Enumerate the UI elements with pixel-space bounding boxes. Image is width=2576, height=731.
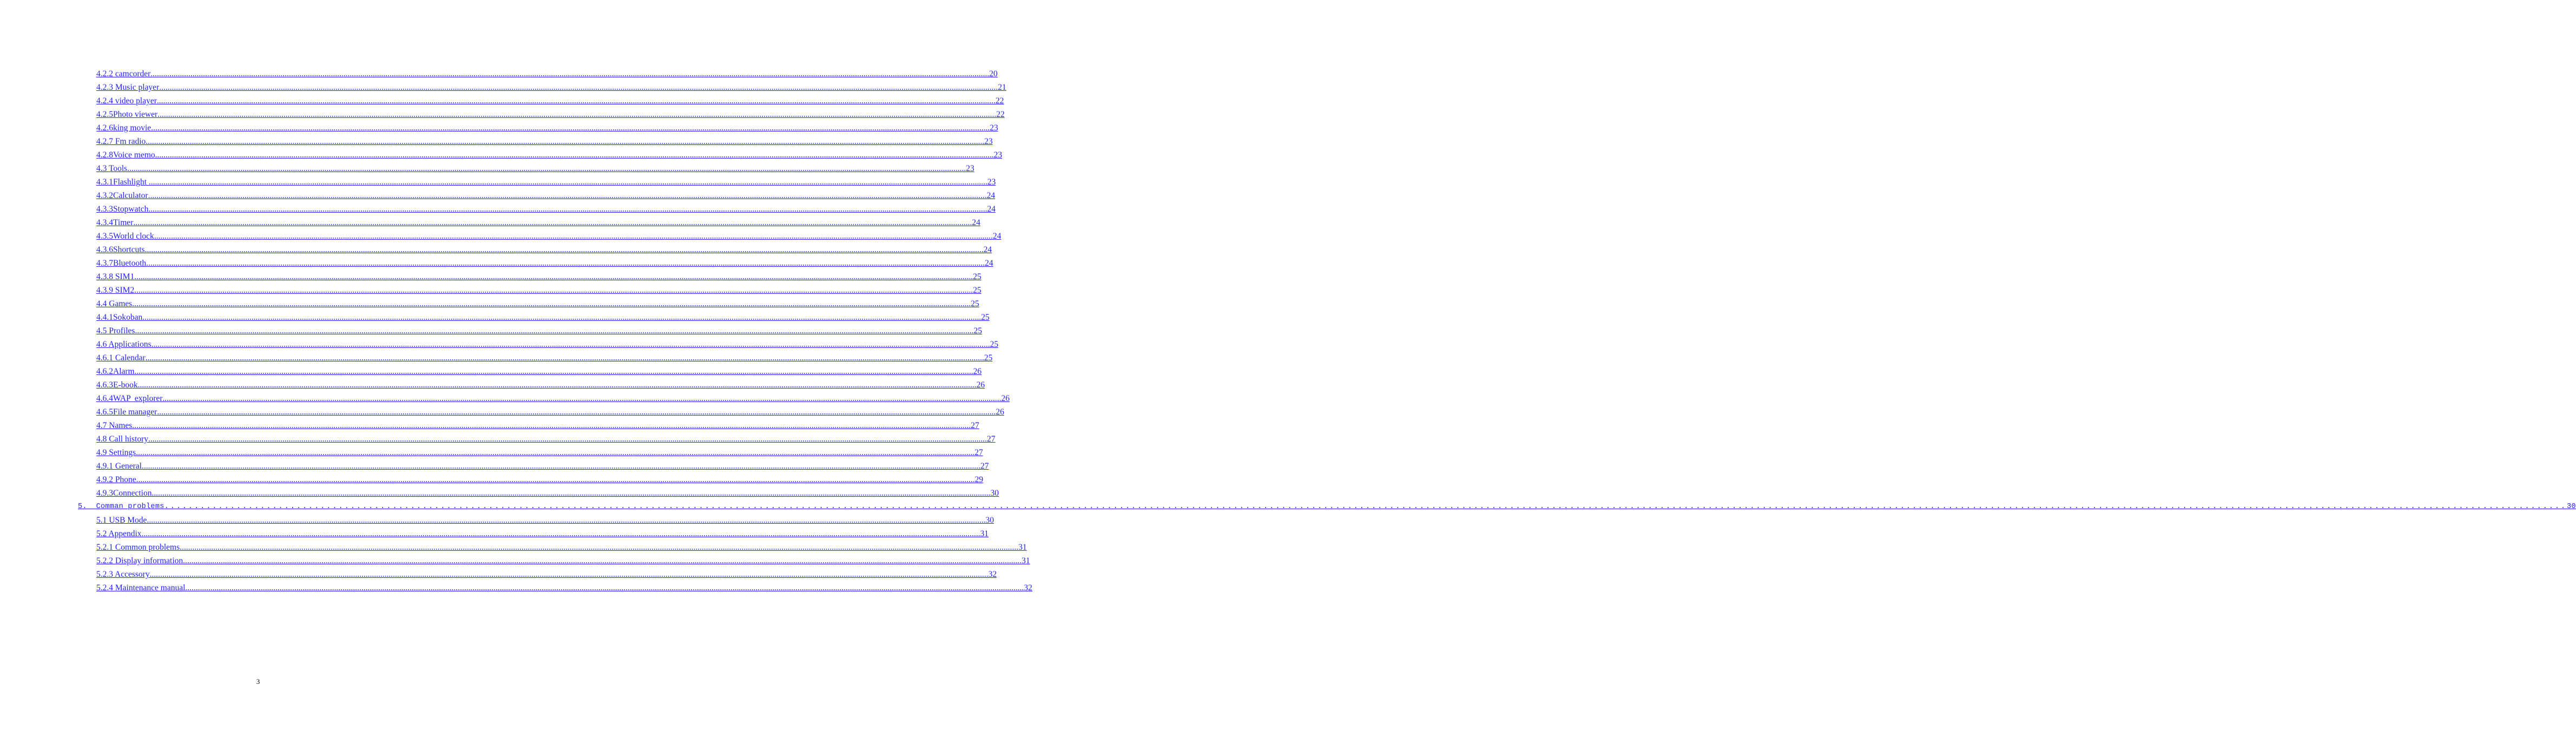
toc-entry-label: 4.6 Applications [96,340,151,349]
toc-entry-page: 23 [987,177,996,187]
toc-entry-page: 32 [988,570,997,579]
toc-leader-dots: ................................................................................................................................................................................................................................................................................................................................................................................................................ [154,232,993,241]
toc-entry-label: 4.9.3Connection [96,489,152,498]
toc-leader-dots: ................................................................................................................................................................................................................................................................................................................................................................................................................ [135,326,974,335]
toc-entry[interactable] [96,541,1027,554]
toc-entry[interactable] [96,311,990,324]
toc-entry[interactable] [96,324,982,338]
toc-entry-label: 4.3.6Shortcuts [96,245,145,254]
toc-entry-page: 31 [1018,543,1027,552]
toc-entry-label: 4.2.4 video player [96,96,157,106]
toc-leader-dots: ................................................................................................................................................................................................................................................................................................................................................................................................................ [159,83,998,92]
toc-entry-page: 31 [980,529,989,538]
toc-leader-dots: ................................................................................................................................................................................................................................................................................................................................................................................................................ [134,286,973,295]
toc-entry[interactable] [96,365,982,378]
toc-entry[interactable] [96,513,994,527]
toc-entry-page: 24 [985,259,993,268]
toc-leader-dots: ................................................................................................................................................................................................................................................................................................................................................................................................................ [150,69,990,78]
toc-entry[interactable] [96,135,993,148]
toc-leader-dots: ................................................................................................................................................................................................................................................................................................................................................................................................................ [141,462,980,471]
toc-entry-page: 23 [990,123,998,133]
toc-entry[interactable] [96,473,984,486]
toc-entry[interactable] [96,378,985,392]
toc-leader-dots: ................................................................................................................................................................................................................................................................................................................................................................................................................ [147,516,986,525]
toc-entry-page: 30 [990,489,999,498]
toc-entry[interactable] [96,351,993,365]
toc-entry-label: 4.9.1 General [96,462,142,471]
toc-leader-dots: ................................................................................................................................................................................................................................................................................................................................................................................................................ [148,434,987,444]
toc-entry[interactable] [96,243,992,256]
toc-leader-dots: ................................................................................................................................................................................................................................................................................................................................................................................................................ [137,380,977,390]
toc-entry[interactable] [96,108,1005,121]
toc-entry[interactable] [96,459,989,473]
toc-leader-dots: ................................................................................................................................................................................................................................................................................................................................................................................................................ [156,96,996,106]
toc-leader-dots: ................................................................................................................................................................................................................................................................................................................................................................................................................ [183,556,1022,565]
toc-leader-dots: ................................................................................................................................................................................................................................................................................................................................................................................................................ [127,164,966,173]
toc-leader-dots: ................................................................................................................................................................................................................................................................................................................................................................................................................ [162,394,1002,403]
toc-entry[interactable] [96,94,1004,108]
toc-entry[interactable] [96,189,996,202]
toc-entry-label: 4.7 Names [96,421,133,430]
toc-entry[interactable] [96,67,998,81]
toc-entry-page: 30 [985,516,994,525]
toc-entry-page: 25 [981,313,990,322]
toc-leader-dots: ................................................................................................................................................................................................................................................................................................................................................................................................................ [149,570,989,579]
toc-entry[interactable] [96,256,993,270]
toc-entry-label: 5.2.1 Common problems [96,543,180,552]
toc-entry-label: 4.8 Call history [96,434,149,444]
toc-entry-page: 24 [983,245,992,254]
toc-entry-label: 4.3.4Timer [96,218,134,227]
toc-entry-page: 22 [995,96,1004,106]
toc-leader-dots: ................................................................................................................................................................................................................................................................................................................................................................................................................ [151,123,990,133]
toc-entry-label: 4.3.1Flashlight [96,177,149,187]
toc-entry-label: 4.3.7Bluetooth [96,259,147,268]
toc-entry-label: 4.2.7 Fm radio [96,137,146,146]
toc-entry-label: 4.5 Profiles [96,326,135,335]
toc-leader-dots: ................................................................................................................................................................................................................................................................................................................................................................................................................ [151,340,990,349]
toc-entry-page: 26 [973,367,982,376]
toc-entry-page: 24 [992,232,1002,241]
toc-entry-label: 5.2.2 Display information [96,556,183,565]
toc-entry[interactable] [96,405,1004,419]
toc-entry[interactable] [96,202,996,216]
toc-entry-page: 24 [987,205,996,214]
toc-entry-label: 4.2.2 camcorder [96,69,151,78]
toc-entry-page: 30 [2567,503,2576,511]
toc-leader-dots: ................................................................................................................................................................................................................................................................................................................................................................................................................ [157,407,996,417]
toc-entry-page: 25 [984,353,993,363]
toc-leader-dots: ................................................................................................................................................................................................................................................................................................................................................................................................................ [142,313,981,322]
toc-entry-label: 4.9.2 Phone [96,475,136,484]
toc-entry-page: 22 [996,110,1005,119]
toc-entry-label: 4.9 Settings [96,448,136,457]
toc-entry-page: 24 [986,191,996,200]
toc-entry[interactable] [96,270,981,284]
toc-entry[interactable] [96,554,1030,568]
toc-entry-label: 5. Comman problems [78,503,164,511]
toc-leader-dots: ................................................................................................................................................................................................................................................................................................................................................................................................................ [185,583,1024,592]
toc-entry-label: 4.2.3 Music player [96,83,160,92]
toc-entry[interactable] [96,486,999,500]
toc-entry[interactable] [96,419,979,432]
toc-entry-page: 25 [973,326,982,335]
toc-entry-page: 25 [973,272,981,281]
toc-leader-dots: ................................................................................................................................................................................................................................................................................................................................................................................................................ [155,150,994,160]
toc-entry-page: 24 [972,218,980,227]
toc-entry-label: 4.2.8Voice memo [96,150,155,160]
toc-entry-page: 26 [1001,394,1010,403]
toc-entry[interactable] [96,432,996,446]
toc-leader-dots: ................................................................................................................................................................................................................................................................................................................................................................................................................ [164,503,2567,511]
toc-entry-label: 4.3.3Stopwatch [96,205,149,214]
toc-leader-dots: ................................................................................................................................................................................................................................................................................................................................................................................................................ [146,137,985,146]
toc-entry[interactable] [96,297,979,311]
toc-entry-page: 27 [980,462,989,471]
toc-leader-dots: ................................................................................................................................................................................................................................................................................................................................................................................................................ [145,353,984,363]
toc-entry-label: 4.6.3E-book [96,380,138,390]
toc-leader-dots: ................................................................................................................................................................................................................................................................................................................................................................................................................ [134,367,973,376]
toc-entry[interactable] [96,148,1003,162]
toc-entry-page: 32 [1024,583,1032,592]
toc-leader-dots: ................................................................................................................................................................................................................................................................................................................................................................................................................ [144,245,984,254]
toc-entry-label: 4.6.4WAP explorer [96,394,163,403]
toc-entry-page: 25 [973,286,981,295]
toc-entry-page: 25 [990,340,999,349]
toc-leader-dots: ................................................................................................................................................................................................................................................................................................................................................................................................................ [134,272,973,281]
toc-entry[interactable] [96,284,981,297]
toc-leader-dots: ................................................................................................................................................................................................................................................................................................................................................................................................................ [132,299,971,308]
toc-leader-dots: ................................................................................................................................................................................................................................................................................................................................................................................................................ [157,110,997,119]
toc-entry-label: 5.1 USB Mode [96,516,147,525]
toc-entry-page: 27 [987,434,996,444]
toc-entry[interactable] [96,568,997,581]
toc-entry-label: 5.2.4 Maintenance manual [96,583,186,592]
toc-entry[interactable] [96,216,980,229]
toc-entry-label: 4.6.5File manager [96,407,157,417]
toc-entry-page: 27 [974,448,983,457]
toc-entry[interactable] [96,338,999,351]
toc-leader-dots: ................................................................................................................................................................................................................................................................................................................................................................................................................ [133,218,972,227]
toc-leader-dots: ................................................................................................................................................................................................................................................................................................................................................................................................................ [180,543,1019,552]
toc-entry-label: 4.2.5Photo viewer [96,110,158,119]
toc-entry-page: 20 [989,69,998,78]
toc-entry-label: 4.3.9 SIM2 [96,286,135,295]
toc-entry[interactable] [96,121,998,135]
toc-leader-dots: ................................................................................................................................................................................................................................................................................................................................................................................................................ [132,421,971,430]
toc-entry[interactable] [96,175,996,189]
toc-leader-dots: ................................................................................................................................................................................................................................................................................................................................................................................................................ [136,475,975,484]
toc-entry-page: 21 [998,83,1006,92]
toc-entry-label: 4.3 Tools [96,164,128,173]
toc-entry-page: 31 [1022,556,1030,565]
toc-entry[interactable] [96,581,1032,595]
toc-entry-label: 4.2.6king movie [96,123,151,133]
toc-entry[interactable] [96,81,1006,94]
toc-entry-label: 4.4.1Sokoban [96,313,143,322]
toc-entry-label: 5.2.3 Accessory [96,570,150,579]
toc-leader-dots: ................................................................................................................................................................................................................................................................................................................................................................................................................ [136,448,975,457]
toc-entry-page: 29 [974,475,984,484]
toc-entry-page: 27 [971,421,979,430]
toc-entry-label: 5.2 Appendix [96,529,142,538]
toc-entry-label: 4.3.5World clock [96,232,154,241]
toc-entry-label: 4.6.1 Calendar [96,353,146,363]
toc-entry-page: 23 [966,164,974,173]
toc-leader-dots: ................................................................................................................................................................................................................................................................................................................................................................................................................ [141,529,980,538]
toc-entry[interactable] [96,162,974,175]
toc-entry[interactable] [96,229,1002,243]
toc-entry-label: 4.4 Games [96,299,133,308]
toc-entry[interactable] [96,527,989,541]
toc-entry[interactable] [96,446,983,459]
toc-entry-label: 4.3.2Calculator [96,191,148,200]
toc-leader-dots: ................................................................................................................................................................................................................................................................................................................................................................................................................ [146,259,985,268]
toc-entry-page: 23 [984,137,993,146]
toc-leader-dots: ................................................................................................................................................................................................................................................................................................................................................................................................................ [151,489,991,498]
page-number: 3 [256,677,260,686]
toc-entry[interactable] [96,392,1010,405]
toc-entry[interactable] [78,500,2576,513]
toc-entry-page: 23 [993,150,1003,160]
toc-leader-dots: ................................................................................................................................................................................................................................................................................................................................................................................................................ [148,205,987,214]
toc-entry-label: 4.3.8 SIM1 [96,272,135,281]
toc-leader-dots: ................................................................................................................................................................................................................................................................................................................................................................................................................ [148,191,987,200]
toc-entry-page: 26 [976,380,985,390]
toc-leader-dots: ................................................................................................................................................................................................................................................................................................................................................................................................................ [148,177,987,187]
toc-entry-page: 26 [996,407,1004,417]
toc-entry-label: 4.6.2Alarm [96,367,135,376]
toc-entry-page: 25 [971,299,979,308]
